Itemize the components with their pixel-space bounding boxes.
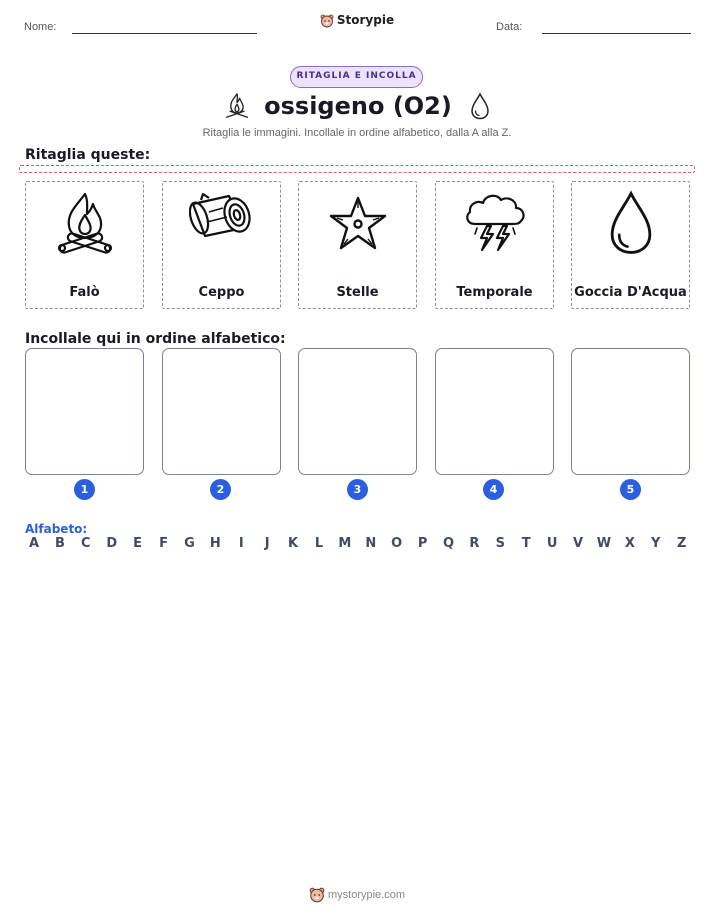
alphabet-letter: C [81,536,91,551]
alphabet-row [25,536,691,551]
alphabet-letter: T [521,536,531,551]
cut-section-title: Ritaglia queste: [25,147,151,163]
alphabet-letter: Q [442,536,455,551]
water-drop-icon [470,92,490,120]
alphabet-letter: G [184,536,195,551]
alphabet-letter: Y [651,536,661,551]
cut-line [19,165,695,173]
star-icon [327,194,389,256]
campfire-icon [224,92,250,120]
alphabet-letter: W [596,536,612,551]
paste-slot[interactable] [435,348,554,475]
name-label: Nome: [24,21,57,33]
cutout-card[interactable] [435,181,554,309]
alphabet-letter: V [573,536,584,551]
storm-cloud-icon [463,190,527,258]
card-label: Falò [69,285,100,300]
footer-link[interactable]: mystorypie.com [327,888,406,901]
alphabet-letter: P [417,536,428,551]
bear-logo-icon [320,14,334,28]
bear-logo-icon [309,887,325,903]
alphabet-letter: F [159,536,168,551]
card-label: Ceppo [198,285,245,300]
alphabet-title: Alfabeto: [25,522,88,536]
title-text: ossigeno (O2) [264,92,452,120]
alphabet-letter: M [338,536,352,551]
storypie-logo [0,13,714,28]
date-line[interactable] [542,33,691,34]
alphabet-letter: O [391,536,403,551]
paste-slot[interactable] [298,348,417,475]
activity-badge: RITAGLIA E INCOLLA [290,66,423,88]
alphabet-letter: U [546,536,558,551]
footer [0,887,714,903]
alphabet-letter: R [469,536,480,551]
page-title [0,91,714,120]
alphabet-letter: D [106,536,118,551]
alphabet-letter: S [495,536,505,551]
cutout-card[interactable] [162,181,281,309]
log-icon [189,190,255,246]
campfire-icon [55,190,115,256]
cutout-card[interactable] [571,181,690,309]
slot-number: 1 [74,479,95,500]
slot-number: 2 [210,479,231,500]
alphabet-letter: B [54,536,65,551]
cutout-card[interactable] [25,181,144,309]
name-line[interactable] [72,33,257,34]
alphabet-letter: J [264,536,270,551]
instructions: Ritaglia le immagini. Incollale in ordine alfabetico, dalla A alla Z. [202,127,512,139]
alphabet-letter: K [288,536,299,551]
paste-slot[interactable] [162,348,281,475]
alphabet-letter: E [133,536,143,551]
slot-number: 3 [347,479,368,500]
slot-number: 5 [620,479,641,500]
alphabet-letter: I [238,536,244,551]
alphabet-letter: H [209,536,221,551]
paste-slot[interactable] [571,348,690,475]
card-label: Goccia D'Acqua [574,285,687,300]
alphabet-letter: L [314,536,324,551]
water-drop-icon [607,190,655,256]
card-label: Stelle [336,285,379,300]
alphabet-letter: Z [676,536,687,551]
paste-section-title: Incollale qui in ordine alfabetico: [25,331,286,347]
date-label: Data: [496,21,523,33]
slot-number: 4 [483,479,504,500]
cutout-card[interactable] [298,181,417,309]
card-label: Temporale [456,285,533,300]
paste-slot[interactable] [25,348,144,475]
alphabet-letter: A [28,536,40,551]
alphabet-letter: N [365,536,377,551]
logo-text: Storypie [336,13,395,27]
alphabet-letter: X [624,536,635,551]
